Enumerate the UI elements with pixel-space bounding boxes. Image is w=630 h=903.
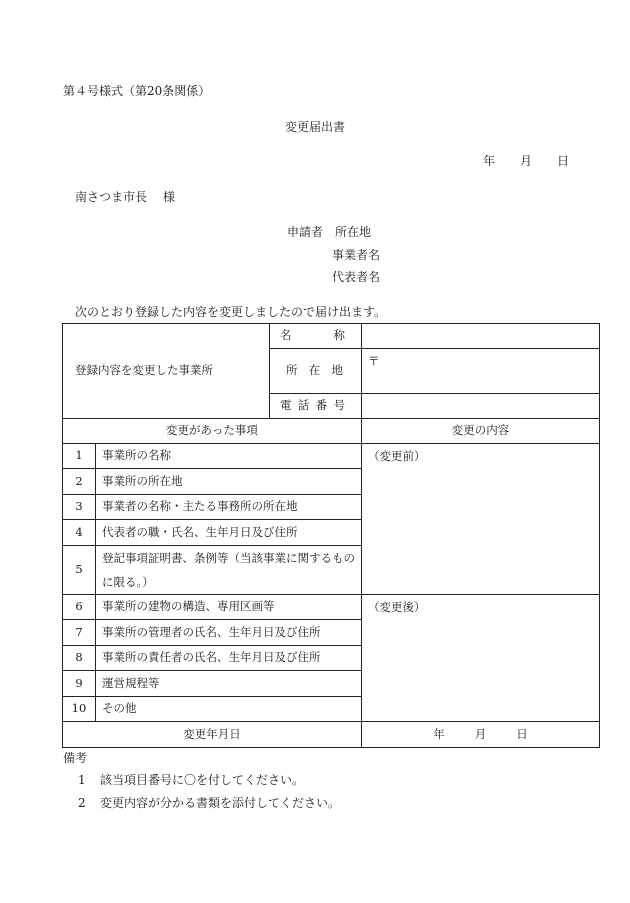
item-text: 事業所の所在地 <box>96 469 362 495</box>
applicant-address-line <box>287 226 371 238</box>
effective-date-field[interactable] <box>362 722 600 748</box>
item-number[interactable]: 9 <box>63 671 96 697</box>
item-text: 代表者の職・氏名、生年月日及び住所 <box>96 520 362 546</box>
item-number[interactable]: 1 <box>63 444 96 469</box>
addressee-name: 南さつま市長 <box>75 190 148 204</box>
item-number[interactable]: 7 <box>63 620 96 646</box>
item-number[interactable]: 8 <box>63 646 96 671</box>
item-number[interactable]: 4 <box>63 520 96 546</box>
date-month-label: 月 <box>520 154 533 168</box>
remark-note <box>78 797 340 809</box>
document-title: 変更届出書 <box>284 120 345 134</box>
item-number[interactable]: 2 <box>63 469 96 495</box>
office-phone-label: 電 話 番 号 <box>270 394 362 419</box>
form-number-label: 第４号様式（第20条関係） <box>63 84 211 98</box>
office-phone-field[interactable] <box>362 394 600 419</box>
item-text: 事業所の建物の構造、専用区画等 <box>96 595 362 620</box>
item-text: 事業所の管理者の氏名、生年月日及び住所 <box>96 620 362 646</box>
date-day-label: 日 <box>557 154 570 168</box>
items-header: 変更があった事項 <box>63 419 362 444</box>
effective-day-label: 日 <box>516 726 528 741</box>
change-notification-table <box>62 323 600 748</box>
before-change-field[interactable] <box>362 444 600 595</box>
item-text: 事業所の名称 <box>96 444 362 469</box>
remark-note-text: 該当項目番号に〇を付してください。 <box>100 773 305 787</box>
before-change-label: （変更前） <box>368 449 426 463</box>
item-number[interactable]: 10 <box>63 697 96 722</box>
remark-note <box>78 774 304 786</box>
after-change-field[interactable] <box>362 595 600 722</box>
office-name-field[interactable] <box>362 324 600 349</box>
office-name-label: 名 称 <box>270 324 362 349</box>
content-header: 変更の内容 <box>362 419 600 444</box>
remark-note-number: 1 <box>78 773 86 787</box>
item-text: 事業者の名称・主たる事務所の所在地 <box>96 495 362 520</box>
office-section-label: 登録内容を変更した事業所 <box>63 324 270 419</box>
addressee <box>75 191 175 203</box>
remarks-title: 備考 <box>63 751 88 765</box>
after-change-label: （変更後） <box>368 600 426 614</box>
remark-note-number: 2 <box>78 796 86 810</box>
postal-mark: 〒 <box>368 354 380 368</box>
item-text: その他 <box>96 697 362 722</box>
applicant-business-name-label: 事業者名 <box>332 248 381 262</box>
applicant-label: 申請者 <box>287 225 324 239</box>
item-text: 事業所の責任者の氏名、生年月日及び住所 <box>96 646 362 671</box>
submission-date-line <box>483 155 569 167</box>
item-number[interactable]: 3 <box>63 495 96 520</box>
item-text: 運営規程等 <box>96 671 362 697</box>
applicant-address-label: 所在地 <box>335 225 372 239</box>
remark-note-text: 変更内容が分かる書類を添付してください。 <box>100 796 341 810</box>
item-text: 登記事項証明書、条例等（当該事業に関するものに限る。） <box>96 546 362 595</box>
applicant-representative-label: 代表者名 <box>332 270 381 284</box>
date-year-label: 年 <box>483 154 496 168</box>
intro-text: 次のとおり登録した内容を変更しましたので届け出ます。 <box>75 305 387 319</box>
item-number[interactable]: 5 <box>63 546 96 595</box>
item-number[interactable]: 6 <box>63 595 96 620</box>
office-address-field[interactable] <box>362 349 600 394</box>
addressee-honorific: 様 <box>163 190 176 204</box>
office-address-label: 所 在 地 <box>270 349 362 394</box>
effective-date-label: 変更年月日 <box>63 722 362 748</box>
effective-year-label: 年 <box>433 726 445 741</box>
effective-month-label: 月 <box>474 726 487 741</box>
